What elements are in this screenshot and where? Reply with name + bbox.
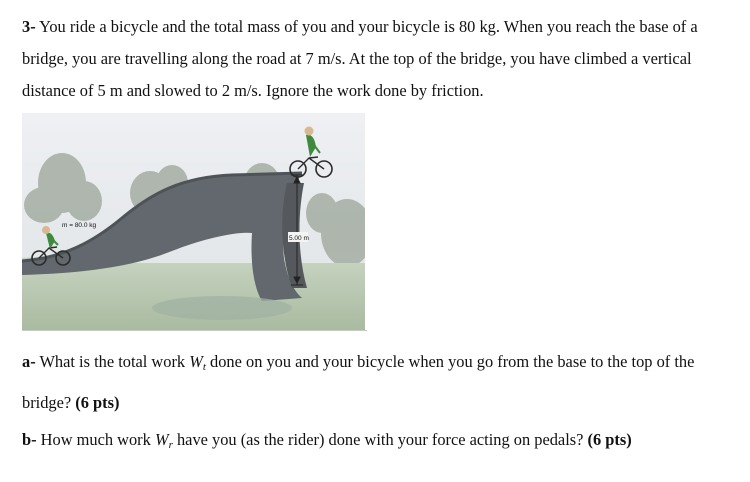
question-a-text-before: What is the total work bbox=[35, 352, 190, 371]
question-a-text-after: done on you and your bicycle when you go from the base to the top of the bridge? bbox=[22, 352, 695, 412]
work-rider-subscript: r bbox=[168, 439, 173, 451]
question-a bbox=[22, 344, 734, 421]
question-a-points: (6 pts) bbox=[75, 393, 120, 412]
question-b-points: (6 pts) bbox=[587, 430, 632, 449]
question-b-text-before: How much work bbox=[36, 430, 155, 449]
problem-number: 3- bbox=[22, 17, 36, 36]
problem-paragraph bbox=[22, 11, 734, 107]
work-rider-symbol: W bbox=[154, 430, 169, 449]
height-label: 5.00 m bbox=[289, 235, 309, 242]
question-a-label: a- bbox=[22, 352, 36, 371]
question-b-label: b- bbox=[22, 430, 37, 449]
water-patch bbox=[152, 296, 292, 320]
figure-divider bbox=[22, 330, 367, 331]
question-b-text-after: have you (as the rider) done with your force acting on pedals? bbox=[172, 430, 588, 449]
bridge-figure bbox=[22, 113, 365, 330]
mass-label: m = 80.0 kg bbox=[62, 222, 97, 229]
question-b bbox=[22, 424, 734, 461]
problem-statement bbox=[22, 11, 734, 107]
question-b-text bbox=[22, 424, 734, 461]
work-total-symbol: W bbox=[189, 352, 203, 371]
problem-text: You ride a bicycle and the total mass of you and your bicycle is 80 kg. When you reach the base of a bridge, you are travelling along the road at 7 m/s. At the top of the bridge, you have climbed a vertical distance of 5 m and slowed to 2 m/s. Ignore the work done by friction. bbox=[22, 17, 698, 100]
question-a-text bbox=[22, 344, 734, 421]
work-total-subscript: t bbox=[202, 361, 206, 373]
